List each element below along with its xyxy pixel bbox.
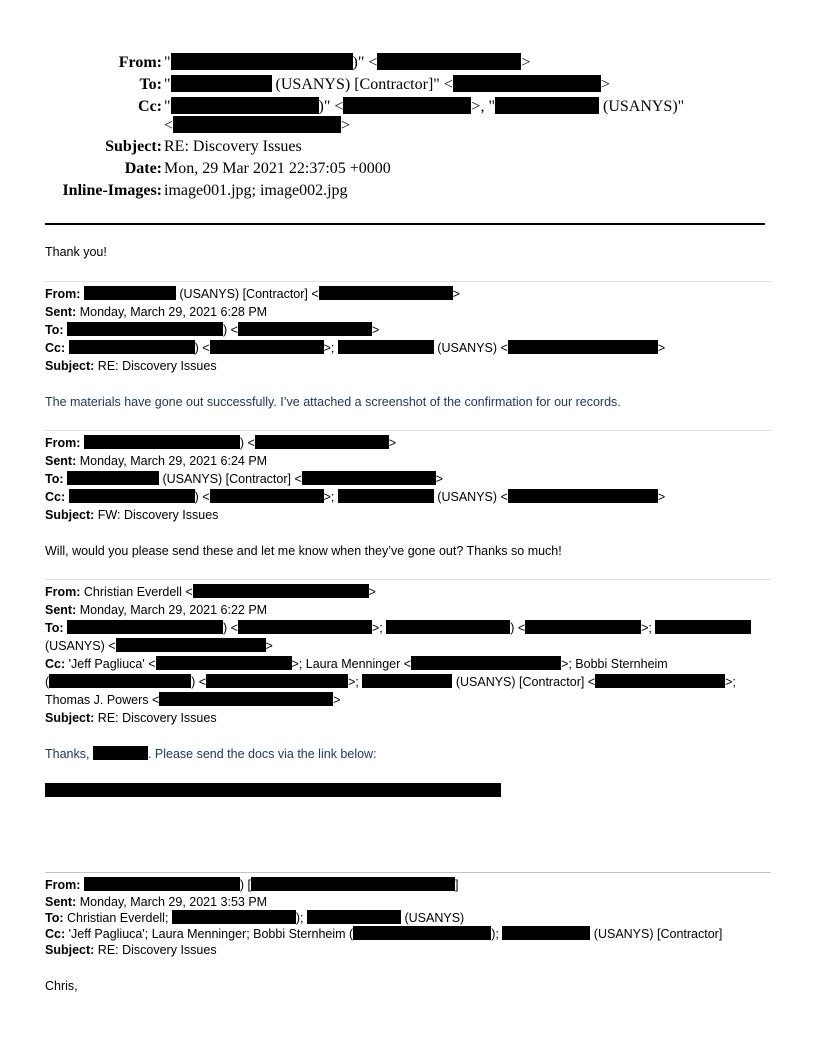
header-divider bbox=[45, 223, 765, 225]
header-cc-row: Cc: " )" < >, " (USANYS)" bbox=[0, 96, 816, 118]
email2-from: From: ) < > bbox=[45, 436, 397, 450]
email2-body: Will, would you please send these and let me know when they’ve gone out? Thanks so much! bbox=[45, 544, 562, 558]
email3-body: Thanks, . Please send the docs via the link below: bbox=[45, 747, 377, 761]
header-date-value: Mon, 29 Mar 2021 22:37:05 +0000 bbox=[164, 160, 391, 177]
redaction bbox=[67, 620, 223, 634]
header-to-label: To: bbox=[139, 76, 162, 93]
header-date-label: Date: bbox=[124, 160, 162, 177]
redaction bbox=[171, 97, 319, 114]
header-subject-row bbox=[0, 136, 816, 158]
redaction bbox=[386, 620, 510, 634]
redaction bbox=[69, 340, 195, 354]
email4-subject: Subject: RE: Discovery Issues bbox=[45, 943, 217, 957]
email3-cc: Cc: 'Jeff Pagliuca' < >; Laura Menninger < >; Bobbi Sternheim bbox=[45, 657, 668, 671]
redaction bbox=[193, 584, 369, 598]
redaction bbox=[173, 116, 341, 133]
email1-cc: Cc: ) < >; (USANYS) < > bbox=[45, 341, 666, 355]
header-from-row: From: " )" < > bbox=[0, 52, 816, 74]
redaction bbox=[69, 489, 195, 503]
redaction bbox=[84, 435, 240, 449]
redaction bbox=[171, 53, 353, 70]
email3-to-line2: (USANYS) < > bbox=[45, 639, 273, 653]
header-cc-row-2: < > bbox=[164, 117, 351, 134]
redaction bbox=[206, 674, 348, 688]
email4-body: Chris, bbox=[45, 979, 78, 993]
redaction bbox=[84, 286, 176, 300]
redaction bbox=[377, 53, 521, 70]
header-inline-images-row bbox=[0, 180, 816, 202]
quote-divider bbox=[45, 872, 771, 873]
redaction bbox=[45, 783, 501, 797]
email2-to: To: (USANYS) [Contractor] < > bbox=[45, 472, 444, 486]
email1-body: The materials have gone out successfully. I’ve attached a screenshot of the confirmation for our records. bbox=[45, 395, 621, 409]
email3-link bbox=[45, 782, 501, 800]
redaction bbox=[502, 926, 590, 940]
redaction bbox=[210, 340, 324, 354]
redaction bbox=[343, 97, 471, 114]
redaction bbox=[302, 471, 436, 485]
redaction bbox=[307, 910, 401, 924]
reply-text: Thank you! bbox=[45, 245, 107, 259]
email4-from: From: ) [ ] bbox=[45, 878, 459, 892]
email4-to: To: Christian Everdell; ); (USANYS) bbox=[45, 911, 465, 925]
redaction bbox=[159, 692, 333, 706]
header-inline-images-label: Inline-Images: bbox=[62, 182, 162, 199]
redaction bbox=[171, 75, 272, 92]
redaction bbox=[93, 746, 148, 760]
email3-cc-line3: Thomas J. Powers < > bbox=[45, 693, 341, 707]
redaction bbox=[49, 674, 191, 688]
header-subject-label: Subject: bbox=[105, 138, 162, 155]
email2-sent: Sent: Monday, March 29, 2021 6:24 PM bbox=[45, 454, 268, 468]
email3-cc-line2: ( ) < >; (USANYS) [Contractor] < >; bbox=[45, 675, 736, 689]
email4-sent: Sent: Monday, March 29, 2021 3:53 PM bbox=[45, 895, 268, 909]
redaction bbox=[495, 97, 599, 114]
redaction bbox=[338, 489, 434, 503]
redaction bbox=[251, 877, 455, 891]
quote-divider bbox=[45, 281, 771, 282]
redaction bbox=[84, 877, 240, 891]
redaction bbox=[411, 656, 561, 670]
redaction bbox=[172, 910, 296, 924]
redaction bbox=[238, 620, 372, 634]
header-to-row: To: " (USANYS) [Contractor]" < > bbox=[0, 74, 816, 96]
redaction bbox=[255, 435, 389, 449]
email1-from: From: (USANYS) [Contractor] < > bbox=[45, 287, 460, 301]
email2-cc: Cc: ) < >; (USANYS) < > bbox=[45, 490, 666, 504]
redaction bbox=[595, 674, 725, 688]
redaction bbox=[319, 286, 453, 300]
redaction bbox=[210, 489, 324, 503]
header-inline-images-value: image001.jpg; image002.jpg bbox=[164, 182, 348, 199]
email3-from: From: Christian Everdell < > bbox=[45, 585, 376, 599]
email1-sent: Sent: Monday, March 29, 2021 6:28 PM bbox=[45, 305, 268, 319]
quote-divider bbox=[45, 579, 771, 580]
quote-divider bbox=[45, 430, 771, 431]
redaction bbox=[353, 926, 491, 940]
email3-subject: Subject: RE: Discovery Issues bbox=[45, 711, 217, 725]
header-subject-value: RE: Discovery Issues bbox=[164, 138, 302, 155]
redaction bbox=[67, 322, 223, 336]
redaction bbox=[116, 638, 266, 652]
email2-subject: Subject: FW: Discovery Issues bbox=[45, 508, 219, 522]
redaction bbox=[508, 340, 658, 354]
email4-cc: Cc: 'Jeff Pagliuca'; Laura Menninger; Bobbi Sternheim ( ); (USANYS) [Contractor] bbox=[45, 927, 723, 941]
redaction bbox=[655, 620, 751, 634]
email1-subject: Subject: RE: Discovery Issues bbox=[45, 359, 217, 373]
redaction bbox=[362, 674, 452, 688]
header-cc-label: Cc: bbox=[138, 98, 162, 115]
redaction bbox=[238, 322, 372, 336]
email3-sent: Sent: Monday, March 29, 2021 6:22 PM bbox=[45, 603, 268, 617]
email3-to: To: ) < >; ) < >; bbox=[45, 619, 751, 637]
redaction bbox=[453, 75, 601, 92]
redaction bbox=[67, 471, 159, 485]
redaction bbox=[525, 620, 641, 634]
header-from-label: From: bbox=[118, 54, 162, 71]
header-date-row bbox=[0, 158, 816, 180]
email1-to: To: ) < > bbox=[45, 323, 380, 337]
redaction bbox=[338, 340, 434, 354]
redaction bbox=[156, 656, 292, 670]
redaction bbox=[508, 489, 658, 503]
